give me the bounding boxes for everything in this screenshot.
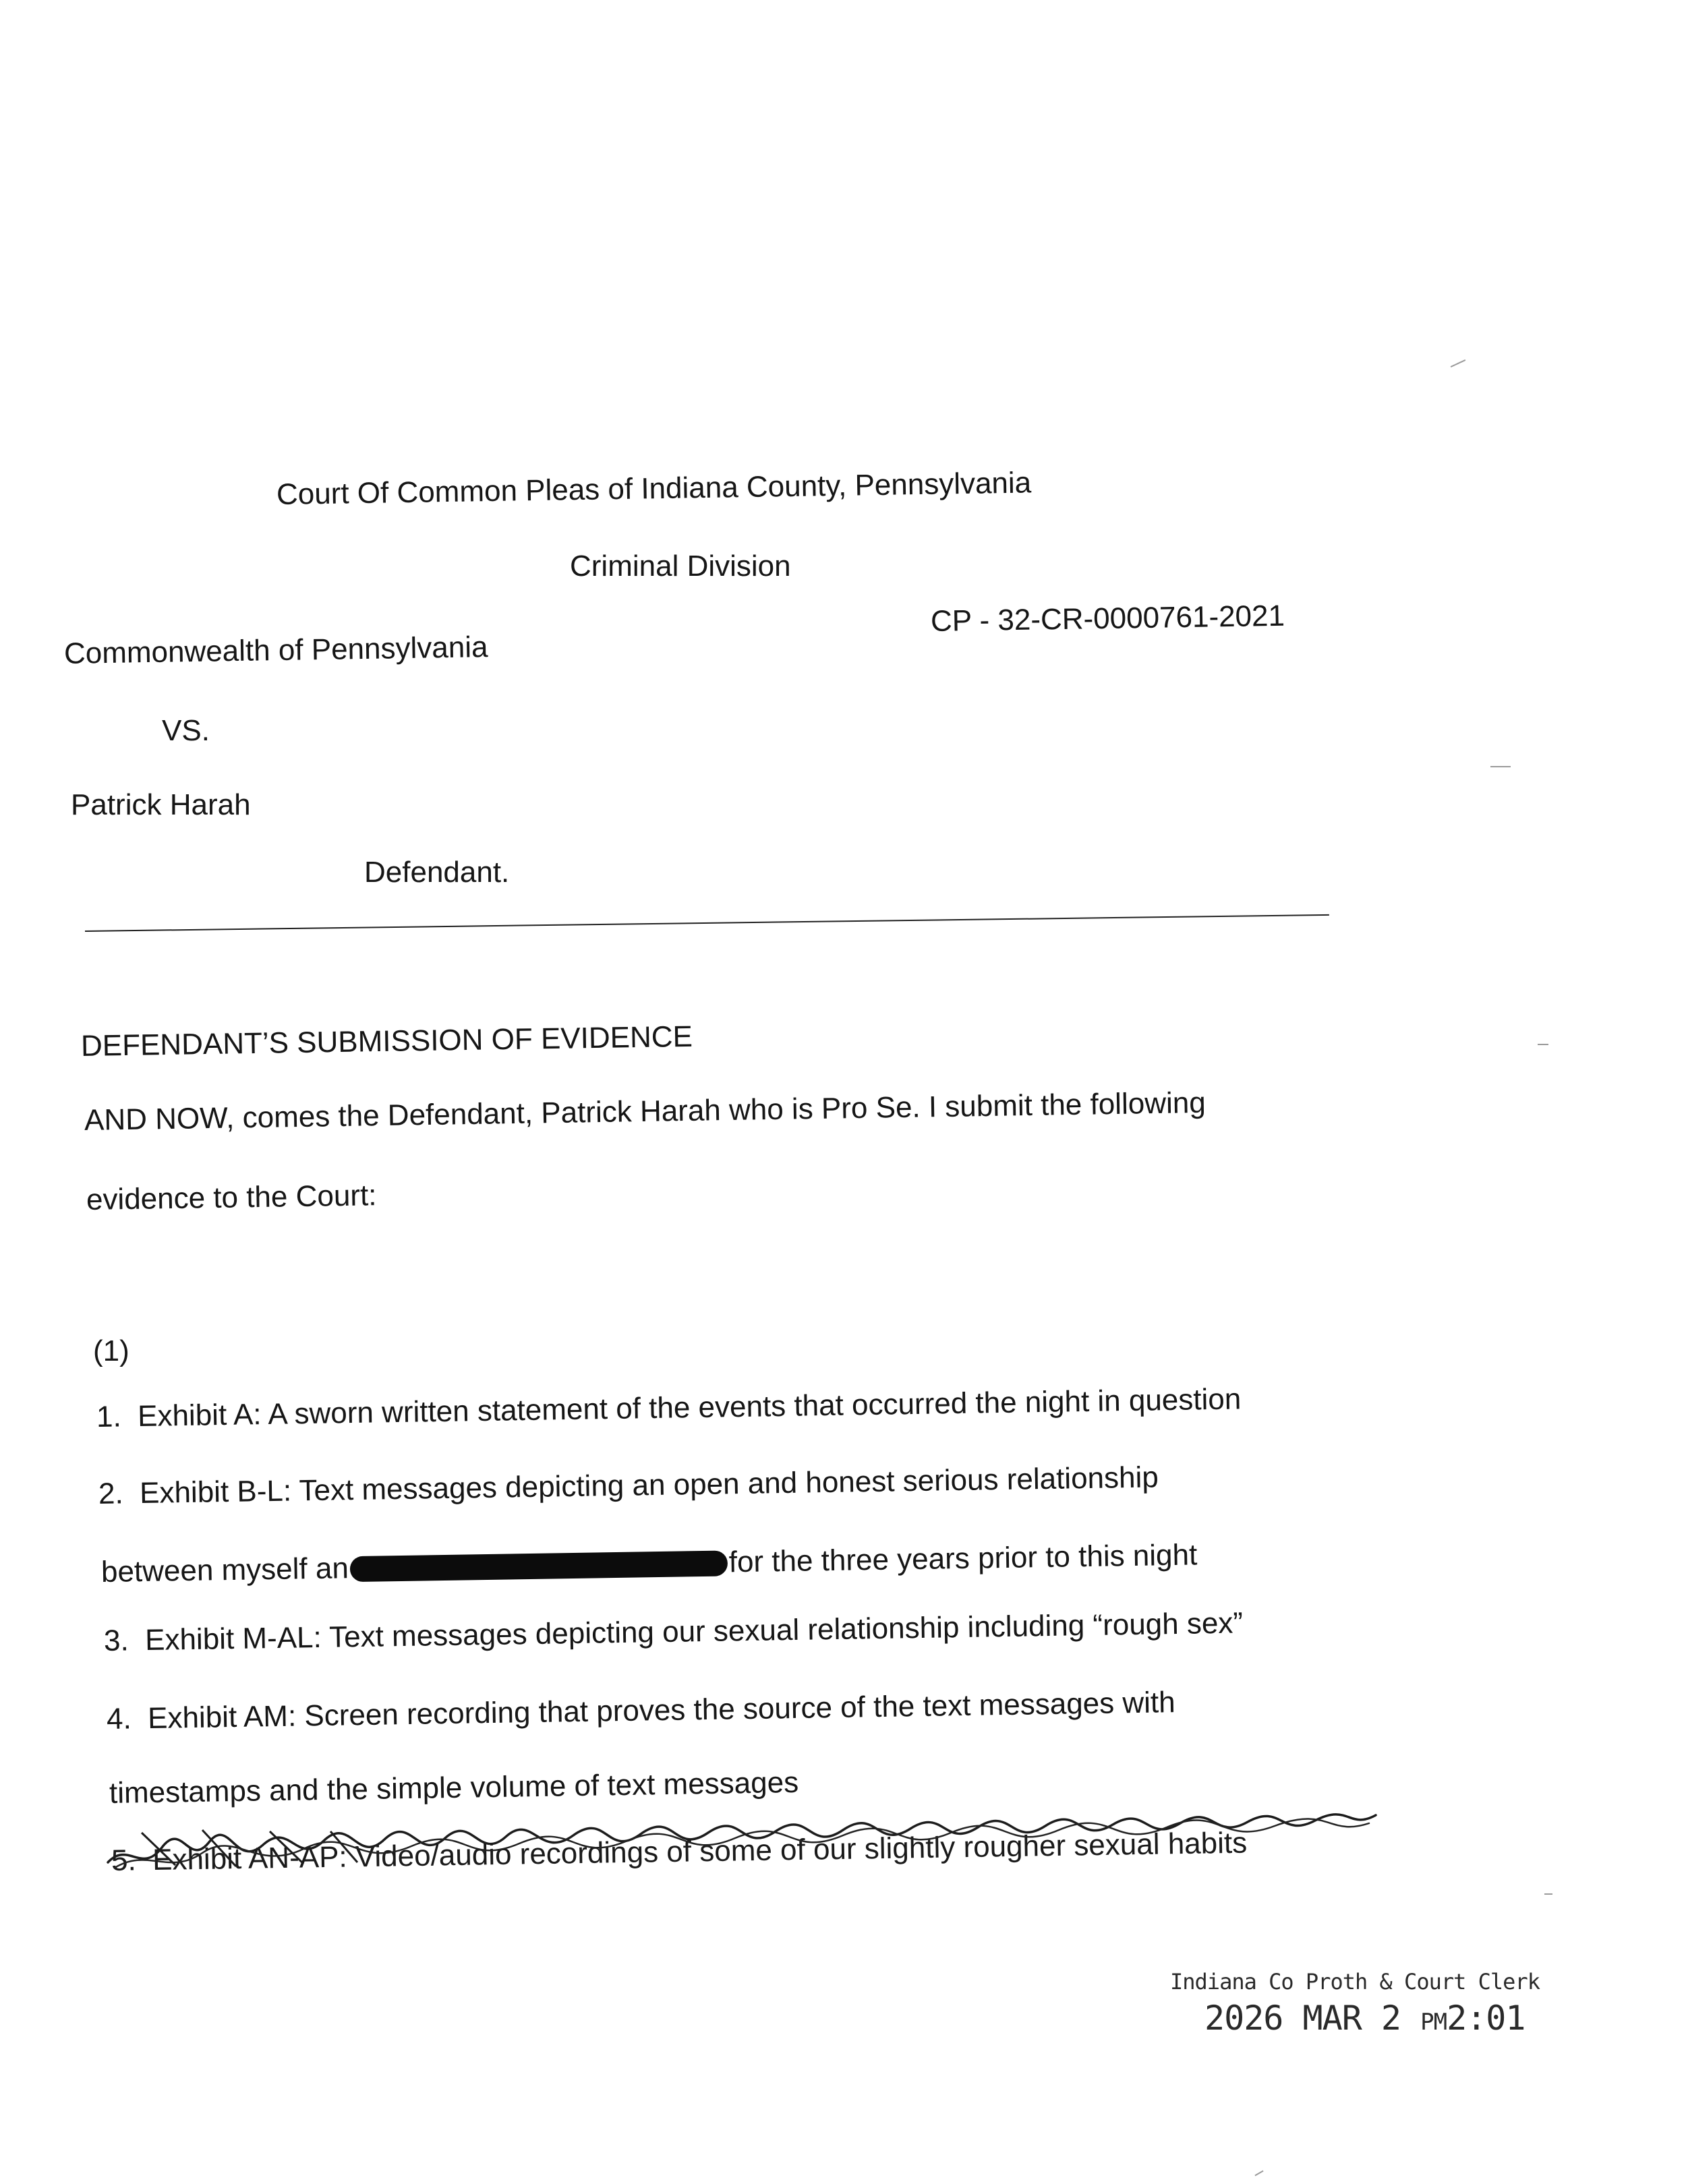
intro-line-1: AND NOW, comes the Defendant, Patrick Harah who is Pro Se. I submit the following (84, 1086, 1207, 1137)
case-number: CP - 32-CR-0000761-2021 (930, 599, 1285, 638)
item-number: 2. (98, 1477, 124, 1510)
item-number: 5. (111, 1843, 137, 1877)
strikethrough-scribble (101, 1800, 1383, 1881)
list-item-continuation: timestamps and the simple volume of text messages (109, 1765, 799, 1810)
list-item (104, 1608, 1244, 1656)
list-item (107, 1688, 1175, 1734)
item-number: 1. (96, 1400, 122, 1434)
item-text: Exhibit AN-AP: Video/audio recordings of some of our slightly rougher sexual habits (152, 1826, 1248, 1877)
scan-speck (1490, 766, 1511, 767)
scan-speck (1538, 1044, 1548, 1045)
versus-label: VS. (162, 714, 210, 747)
list-item (96, 1384, 1242, 1432)
item-text: Exhibit AM: Screen recording that proves the source of the text messages with (147, 1686, 1175, 1736)
section-marker: (1) (93, 1334, 129, 1367)
intro-line-2: evidence to the Court: (86, 1179, 377, 1216)
court-title: Court Of Common Pleas of Indiana County, Pennsylvania (276, 466, 1032, 511)
redaction-bar (350, 1550, 728, 1582)
item-text: Exhibit B-L: Text messages depicting an open and honest serious relationship (139, 1460, 1159, 1510)
filing-stamp-datetime (1204, 1999, 1525, 2038)
item-text: Exhibit M-AL: Text messages depicting our sexual relationship including “rough sex” (144, 1606, 1244, 1657)
stamp-meridiem: PM (1420, 2009, 1447, 2036)
separator-rule (85, 914, 1329, 932)
defendant-label: Defendant. (364, 856, 510, 889)
list-item-continuation: between myself an for the three years prior to this night (100, 1538, 1198, 1589)
stamp-date: 2026 MAR 2 (1204, 1999, 1401, 2038)
division-title: Criminal Division (570, 550, 791, 583)
item-number: 3. (103, 1624, 129, 1657)
item-text: Exhibit A: A sworn written statement of the events that occurred the night in question (137, 1382, 1242, 1434)
plaintiff-name: Commonwealth of Pennsylvania (63, 630, 488, 670)
list-item (98, 1460, 1159, 1510)
filing-stamp-office: Indiana Co Proth & Court Clerk (1170, 1969, 1540, 1995)
scan-speck (1254, 2171, 1263, 2177)
defendant-name: Patrick Harah (71, 788, 251, 821)
scan-speck (1544, 1893, 1552, 1895)
item-number: 4. (106, 1702, 132, 1736)
document-heading: DEFENDANT’S SUBMISSION OF EVIDENCE (80, 1020, 693, 1063)
scan-speck (1451, 359, 1466, 367)
stamp-time: 2:01 (1447, 1999, 1525, 2038)
